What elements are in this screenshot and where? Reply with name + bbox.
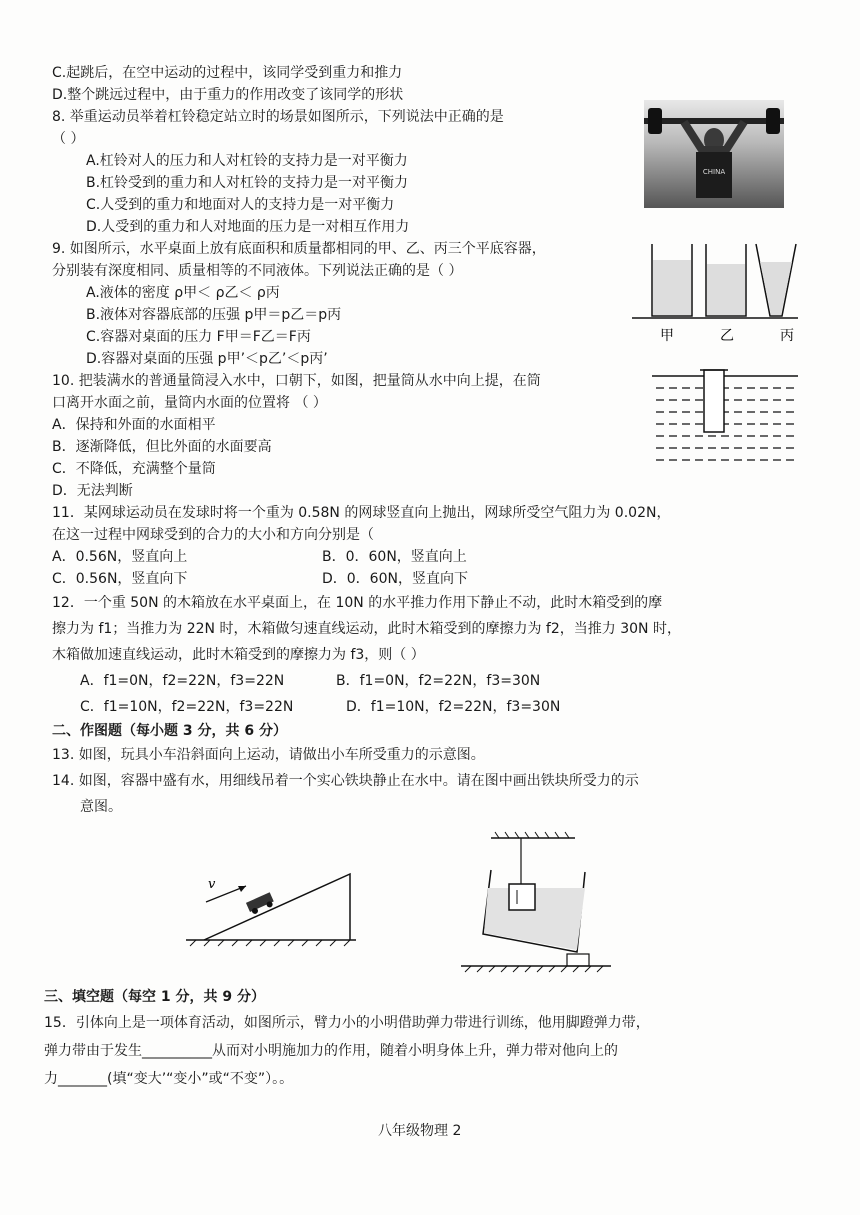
q12-option-a: A．f1=0N，f2=22N，f3=22N bbox=[80, 673, 285, 689]
label-bing: 丙 bbox=[780, 328, 794, 344]
q11-option-b: B．0．60N，竖直向上 bbox=[322, 549, 467, 565]
q9-stem-2: 分别装有深度相同、质量相等的不同液体。下列说法正确的是（ ） bbox=[52, 263, 463, 279]
q10-option-d: D．无法判断 bbox=[52, 483, 133, 499]
q8-option-d: D.人受到的重力和人对地面的压力是一对相互作用力 bbox=[86, 219, 410, 235]
label-jia: 甲 bbox=[660, 328, 674, 344]
q10-stem-2: 口离开水面之前，量筒内水面的位置将 （ ） bbox=[52, 395, 327, 411]
q10-stem: 10. 把装满水的普通量筒浸入水中，口朝下，如图，把量筒从水中向上提，在筒 bbox=[52, 373, 541, 389]
q9-option-b: B.液体对容器底部的压强 p甲＝p乙＝p丙 bbox=[86, 307, 342, 323]
q8-option-c: C.人受到的重力和地面对人的支持力是一对平衡力 bbox=[86, 197, 395, 213]
section-3-heading: 三、填空题（每空 1 分，共 9 分） bbox=[44, 989, 265, 1005]
q11-stem-2: 在这一过程中网球受到的合力的大小和方向分别是（ bbox=[52, 527, 374, 543]
q8-answer-bracket: （ ） bbox=[52, 131, 85, 147]
weightlifter-photo bbox=[644, 100, 784, 208]
q12-option-c: C．f1=10N，f2=22N，f3=22N bbox=[80, 699, 294, 715]
photo-shirt-text: CHINA bbox=[702, 168, 726, 176]
q15-stem-2: 弹力带由于发生__________从而对小明施加力的作用，随着小明身体上升，弹力带对他向上的 bbox=[44, 1043, 618, 1059]
q12-stem: 12．一个重 50N 的木箱放在水平桌面上，在 10N 的水平推力作用下静止不动，此时木箱受到的摩 bbox=[52, 595, 663, 611]
q10-option-a: A．保持和外面的水面相平 bbox=[52, 417, 216, 433]
label-yi: 乙 bbox=[720, 328, 734, 344]
q8-stem: 8. 举重运动员举着杠铃稳定站立时的场景如图所示，下列说法中正确的是 bbox=[52, 109, 504, 125]
q11-option-d: D．0．60N，竖直向下 bbox=[322, 571, 468, 587]
q11-option-a: A．0.56N，竖直向上 bbox=[52, 549, 188, 565]
q9-option-a: A.液体的密度 ρ甲＜ ρ乙＜ ρ丙 bbox=[86, 285, 280, 301]
q12-option-d: D．f1=10N，f2=22N，f3=30N bbox=[346, 699, 561, 715]
q15-stem: 15．引体向上是一项体育活动，如图所示，臂力小的小明借助弹力带进行训练，他用脚蹬弹力带， bbox=[44, 1015, 650, 1031]
q9-containers-figure bbox=[630, 238, 800, 348]
q11-stem: 11．某网球运动员在发球时将一个重为 0.58N 的网球竖直向上抛出，网球所受空气阻力为 0.02N， bbox=[52, 505, 671, 521]
q8-option-a: A.杠铃对人的压力和人对杠铃的支持力是一对平衡力 bbox=[86, 153, 408, 169]
q13-slope-figure bbox=[180, 860, 360, 950]
velocity-label: v bbox=[208, 877, 216, 892]
q9-stem: 9. 如图所示，水平桌面上放有底面积和质量都相同的甲、乙、丙三个平底容器， bbox=[52, 241, 546, 257]
q14-stem-2: 意图。 bbox=[80, 799, 122, 815]
q12-stem-3: 木箱做加速直线运动，此时木箱受到的摩擦力为 f3，则（ ） bbox=[52, 647, 425, 663]
q9-option-d: D.容器对桌面的压强 p甲’＜p乙’＜p丙’ bbox=[86, 351, 328, 367]
q15-stem-3: 力_______(填“变大’“变小”或“不变”）。。 bbox=[44, 1071, 294, 1087]
q14-container-figure bbox=[455, 830, 615, 975]
q7-option-c: C.起跳后，在空中运动的过程中，该同学受到重力和推力 bbox=[52, 65, 403, 81]
q10-cylinder-figure bbox=[650, 366, 800, 466]
q10-option-c: C．不降低，充满整个量筒 bbox=[52, 461, 216, 477]
q10-option-b: B．逐渐降低，但比外面的水面要高 bbox=[52, 439, 272, 455]
q7-option-d: D.整个跳远过程中，由于重力的作用改变了该同学的形状 bbox=[52, 87, 404, 103]
page-footer: 八年级物理 2 bbox=[378, 1123, 462, 1139]
q12-stem-2: 擦力为 f1；当推力为 22N 时，木箱做匀速直线运动，此时木箱受到的摩擦力为 f2，当推力 30N 时， bbox=[52, 621, 681, 637]
section-2-heading: 二、作图题（每小题 3 分，共 6 分） bbox=[52, 723, 287, 739]
q8-option-b: B.杠铃受到的重力和人对杠铃的支持力是一对平衡力 bbox=[86, 175, 409, 191]
q11-option-c: C．0.56N，竖直向下 bbox=[52, 571, 188, 587]
q12-option-b: B．f1=0N，f2=22N，f3=30N bbox=[336, 673, 541, 689]
q9-option-c: C.容器对桌面的压力 F甲＝F乙＝F丙 bbox=[86, 329, 311, 345]
q14-stem: 14. 如图，容器中盛有水，用细线吊着一个实心铁块静止在水中。请在图中画出铁块所受力的示 bbox=[52, 773, 639, 789]
q13-stem: 13. 如图，玩具小车沿斜面向上运动，请做出小车所受重力的示意图。 bbox=[52, 747, 485, 763]
